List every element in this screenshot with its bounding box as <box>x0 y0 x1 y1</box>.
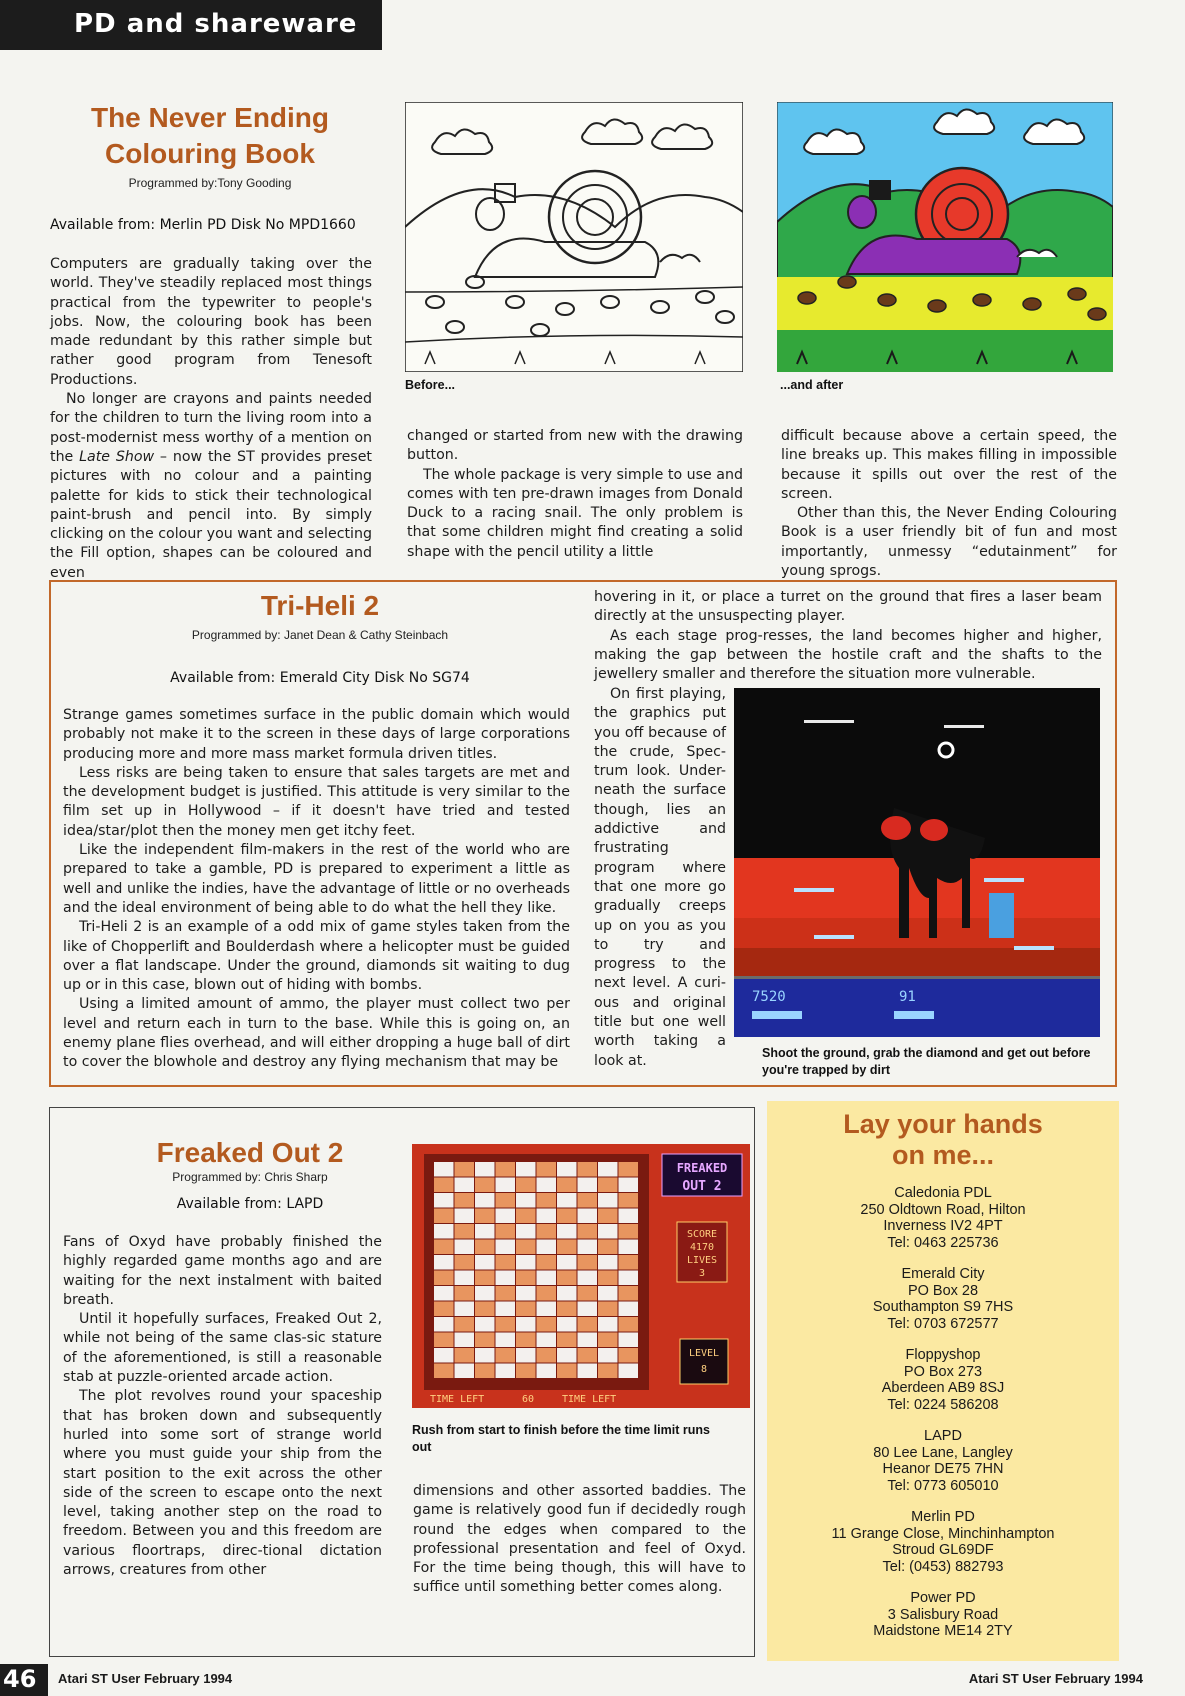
article3-p1: Fans of Oxyd have probably finished the highly regarded game months ago and are waiting for the next instalment with baited breath. <box>63 1234 382 1308</box>
sidebar-entry-tel: Tel: 0773 605010 <box>887 1477 999 1494</box>
board-tile <box>619 1255 639 1270</box>
board-tile <box>434 1286 454 1301</box>
board-tile <box>475 1240 495 1255</box>
board-tile <box>516 1193 536 1208</box>
triheli-caption: Shoot the ground, grab the diamond and get out before you're trapped by dirt <box>762 1046 1091 1077</box>
after-image <box>777 102 1113 372</box>
board-tile <box>475 1255 495 1270</box>
sidebar-title-line2: on me... <box>891 1140 994 1170</box>
board-tile <box>455 1271 475 1286</box>
time-left-label-1: TIME LEFT <box>430 1394 485 1405</box>
board-tile <box>434 1364 454 1379</box>
board-tile <box>598 1271 618 1286</box>
board-tile <box>496 1317 516 1332</box>
sidebar-entry <box>767 1185 1119 1251</box>
board-tile <box>455 1209 475 1224</box>
article1-title-line2: Colouring Book <box>105 138 315 169</box>
board-tile <box>496 1333 516 1348</box>
board-tile <box>537 1333 557 1348</box>
sidebar-entry-line2: Southampton S9 7HS <box>872 1299 1014 1315</box>
board-tile <box>434 1209 454 1224</box>
sidebar-entry-name: LAPD <box>924 1428 962 1444</box>
board-tile <box>578 1302 598 1317</box>
article1-col2 <box>407 427 743 562</box>
sidebar-entry-line1: PO Box 28 <box>907 1282 979 1299</box>
article1-title-line1: The Never Ending <box>90 102 330 133</box>
game-logo-line2: OUT 2 <box>682 1179 722 1194</box>
board-tile <box>455 1302 475 1317</box>
board-tile <box>516 1364 536 1379</box>
board-tile <box>516 1255 536 1270</box>
article2-available: Available from: Emerald City Disk No SG74 <box>170 670 470 686</box>
board-tile <box>455 1364 475 1379</box>
board-tile <box>537 1162 557 1177</box>
board-tile <box>496 1162 516 1177</box>
article3-col1 <box>63 1233 382 1580</box>
sidebar-entry-name: Floppyshop <box>905 1347 981 1363</box>
board-tile <box>578 1178 598 1193</box>
board-tile <box>557 1240 577 1255</box>
board-tile <box>578 1255 598 1270</box>
article2-r-p3: On first playing, the graphics put you off because of the crude, Spec-trum look. Under-neath the surface though, lies an addictive and frustrating program where that one more go gradually creeps up on you as you to try and progress to the next level. A curi-ous and original title but one well worth taking a look at. <box>594 686 726 1069</box>
board-tile <box>516 1240 536 1255</box>
board-tile <box>434 1224 454 1239</box>
board-tile <box>619 1209 639 1224</box>
sidebar-entry-name: Emerald City <box>901 1266 985 1282</box>
board-tile <box>455 1255 475 1270</box>
board-tile <box>578 1193 598 1208</box>
article1-col1-p1: Computers are gradually taking over the world. They've steadily replaced most things practical from the typewriter to people's jobs. Now, the colouring book has been made redundant by this rather simple but rather good program from Tenesoft Productions. <box>50 256 372 388</box>
lives-value: 3 <box>698 1268 706 1279</box>
board-tile <box>455 1178 475 1193</box>
board-tile <box>496 1178 516 1193</box>
board-tile <box>496 1271 516 1286</box>
board-tile <box>598 1364 618 1379</box>
board-tile <box>598 1162 618 1177</box>
board-tile <box>537 1240 557 1255</box>
board-tile <box>516 1317 536 1332</box>
board-tile <box>557 1162 577 1177</box>
board-tile <box>578 1271 598 1286</box>
article3-p3: The plot revolves round your spaceship that has broken down and subsequently hurled into some sort of strange world where you must guide your ship from the start position to the exit across the other side of the screen to escape onto the next level, taking another step on the road to freedom. Between you and this freedom are various floortraps, direc-tional dictation arrows, creatures from other <box>63 1388 382 1579</box>
article1-title <box>60 100 360 172</box>
board-tile <box>619 1193 639 1208</box>
before-image <box>405 102 743 372</box>
board-tile <box>619 1364 639 1379</box>
article2-p1: Strange games sometimes surface in the public domain which would probably not make it to the screen in these days of large corporations producing more and more mass market formula driven titles. <box>63 707 570 762</box>
board-tile <box>434 1255 454 1270</box>
level-value: 8 <box>700 1364 708 1375</box>
board-tile <box>619 1162 639 1177</box>
board-tile <box>455 1224 475 1239</box>
board-tile <box>619 1333 639 1348</box>
board-tile <box>598 1240 618 1255</box>
article2-title: Tri-Heli 2 <box>260 590 380 621</box>
article2-r-p2: As each stage prog-resses, the land becomes higher and higher, making the gap between the hostile craft and the shafts to the jewellery smaller and therefore the situation more vulnerable. <box>594 627 1102 683</box>
sidebar-entry <box>767 1590 1119 1640</box>
article2-byline: Programmed by: Janet Dean & Cathy Steinbach <box>191 628 449 642</box>
level-label: LEVEL <box>688 1348 720 1359</box>
board-tile <box>434 1348 454 1363</box>
board-tile <box>475 1364 495 1379</box>
board-tile <box>598 1224 618 1239</box>
article1-col3-p2: Other than this, the Never Ending Colouring Book is a user friendly bit of fun and most importantly, unmessy “edutainment” for young sprogs. <box>781 505 1117 580</box>
board-tile <box>475 1209 495 1224</box>
board-tile <box>578 1286 598 1301</box>
freakedout-caption: Rush from start to finish before the time limit runs out <box>412 1423 710 1454</box>
board-tile <box>537 1255 557 1270</box>
board-tile <box>475 1317 495 1332</box>
board-tile <box>496 1286 516 1301</box>
board-tile <box>557 1364 577 1379</box>
sidebar-entry-line2: Maidstone ME14 2TY <box>873 1623 1013 1639</box>
board-tile <box>434 1162 454 1177</box>
board-tile <box>598 1348 618 1363</box>
sidebar-entry-tel: Tel: (0453) 882793 <box>882 1558 1004 1575</box>
article3-col2-p1: dimensions and other assorted baddies. The game is relatively good fun if decidedly rough round the edges when compared to the professional presentation and feel of Oxyd. For the time being though, this will have to suffice until something better comes along. <box>413 1483 746 1596</box>
board-tile <box>598 1302 618 1317</box>
board-tile <box>619 1348 639 1363</box>
board-tile <box>475 1193 495 1208</box>
board-tile <box>496 1209 516 1224</box>
sidebar-entry-tel: Tel: 0224 586208 <box>887 1396 999 1413</box>
before-caption: Before... <box>405 378 456 392</box>
board-tile <box>557 1333 577 1348</box>
article1-col3-p1: difficult because above a certain speed, the line breaks up. This makes filling in impossible because it spills out over the rest of the screen. <box>781 428 1117 502</box>
sidebar-entry-name: Caledonia PDL <box>894 1185 992 1201</box>
time-left-value: 60 <box>522 1394 535 1405</box>
board-tile <box>557 1271 577 1286</box>
after-caption: ...and after <box>780 378 844 392</box>
board-tile <box>475 1286 495 1301</box>
article2-p5: Using a limited amount of ammo, the player must collect two per level and return each in turn to the base. While this is going on, an enemy plane flies overhead, and will either dropping a huge ball of dirt to cover the blowhole and destroy any flying mechanism that may be <box>63 996 570 1071</box>
board-tile <box>619 1240 639 1255</box>
board-tile <box>496 1348 516 1363</box>
board-tile <box>619 1317 639 1332</box>
board-tile <box>578 1224 598 1239</box>
board-tile <box>455 1348 475 1363</box>
freakedout-game-screen <box>412 1144 750 1408</box>
board-tile <box>619 1224 639 1239</box>
board-tile <box>434 1317 454 1332</box>
article2-col1 <box>63 706 570 1073</box>
board-tile <box>516 1302 536 1317</box>
board-tile <box>619 1286 639 1301</box>
article2-p3: Like the independent film-makers in the rest of the world who are prepared to take a gamble, PD is prepared to experiment a little as well and unlike the indies, have the advantage of little or no overheads and the ideal environment of being able to do what the hell they like. <box>63 842 570 916</box>
sidebar-entry-line1: 80 Lee Lane, Langley <box>873 1444 1013 1461</box>
board-tile <box>475 1178 495 1193</box>
sidebar-entry-line1: PO Box 273 <box>903 1363 983 1380</box>
article2-p2: Less risks are being taken to ensure that sales targets are met and the development budget is justified. This attitude is very similar to the film set up in Hollywood – if it doesn't have tried and tested idea/star/plot then the money men get itchy feet. <box>63 764 570 839</box>
article1-available: Available from: Merlin PD Disk No MPD1660 <box>50 217 356 233</box>
sidebar-entry-tel: Tel: 0463 225736 <box>887 1234 999 1251</box>
sidebar-title-line1: Lay your hands <box>843 1109 1043 1139</box>
article3-p2: Until it hopefully surfaces, Freaked Out 2, while not being of the same clas-sic stature of the aforementioned, is still a reasonable stab at puzzle-oriented arcade action. <box>63 1311 382 1386</box>
board-tile <box>578 1348 598 1363</box>
board-tile <box>434 1240 454 1255</box>
board-tile <box>516 1209 536 1224</box>
board-tile <box>516 1348 536 1363</box>
triheli-game-screen <box>734 688 1100 1037</box>
page-number-box <box>0 1664 48 1696</box>
time-left-label-2: TIME LEFT <box>562 1394 617 1405</box>
sidebar-entry <box>767 1428 1119 1494</box>
before-snail-drawing <box>405 102 743 372</box>
board-tile <box>557 1193 577 1208</box>
board-tile <box>516 1178 536 1193</box>
footer-left: Atari ST User February 1994 <box>58 1671 233 1686</box>
board-tile <box>475 1224 495 1239</box>
board-tile <box>598 1255 618 1270</box>
board-tile <box>537 1364 557 1379</box>
board-tile <box>475 1348 495 1363</box>
game-logo-line1: FREAKED <box>676 1161 728 1175</box>
score-label: SCORE <box>686 1229 718 1240</box>
board-tile <box>537 1286 557 1301</box>
article2-col2-top <box>594 588 1102 684</box>
board-tile <box>598 1333 618 1348</box>
board-tile <box>598 1286 618 1301</box>
board-tile <box>496 1224 516 1239</box>
board-tile <box>475 1333 495 1348</box>
board-tile <box>496 1302 516 1317</box>
sidebar-entry <box>767 1509 1119 1575</box>
board-tile <box>475 1162 495 1177</box>
sidebar-entries <box>767 1185 1119 1640</box>
sidebar-entry-tel: Tel: 0703 672577 <box>887 1315 999 1332</box>
article3-available: Available from: LAPD <box>176 1196 324 1212</box>
board-tile <box>434 1333 454 1348</box>
board-tile <box>578 1209 598 1224</box>
board-tile <box>475 1271 495 1286</box>
board-tile <box>598 1209 618 1224</box>
board-tile <box>557 1209 577 1224</box>
board-tile <box>578 1162 598 1177</box>
triheli-screenshot <box>734 688 1100 1037</box>
board-tile <box>455 1286 475 1301</box>
article2-r-p1: hovering in it, or place a turret on the ground that fires a laser beam directly at the unsuspecting player. <box>594 589 1102 625</box>
board-tile <box>619 1271 639 1286</box>
board-tile <box>537 1271 557 1286</box>
sidebar-entry <box>767 1347 1119 1413</box>
article1-col1-p2: No longer are crayons and paints needed for the children to turn the living room into a post-modernist mess worthy of a mention on the Late Show – now the ST provides preset pictures with no colour and a painting palette for kids to stick their technological paint-brush and pencil into. By simply clicking on the colour you want and selecting the Fill option, shapes can be coloured and even <box>50 391 372 581</box>
board-tile <box>537 1302 557 1317</box>
article3-title: Freaked Out 2 <box>156 1137 344 1168</box>
sidebar-entry-line2: Aberdeen AB9 8SJ <box>881 1380 1005 1396</box>
triheli-lives: 91 <box>899 989 916 1005</box>
board-tile <box>537 1209 557 1224</box>
board-tile <box>455 1240 475 1255</box>
sidebar-entry-name: Merlin PD <box>911 1509 975 1525</box>
sidebar-entry-line1: 3 Salisbury Road <box>887 1606 999 1623</box>
page-number: 46 <box>3 1665 37 1693</box>
board-tile <box>434 1193 454 1208</box>
board-tile <box>537 1348 557 1363</box>
board-tile <box>537 1317 557 1332</box>
freakedout-screenshot <box>412 1144 750 1408</box>
board-tile <box>455 1162 475 1177</box>
article3-byline: Programmed by: Chris Sharp <box>172 1170 328 1184</box>
board-tile <box>578 1240 598 1255</box>
sidebar-entry-line2: Stroud GL69DF <box>892 1542 994 1558</box>
article1-col2-p2: The whole package is very simple to use and comes with ten pre-drawn images from Donald Duck to a racing snail. The only problem is that some children might find creating a solid shape with the pencil utility a little <box>407 466 743 560</box>
sidebar-entry-line1: 250 Oldtown Road, Hilton <box>860 1201 1026 1218</box>
article1-col3 <box>781 427 1117 581</box>
section-title: PD and shareware <box>74 9 358 39</box>
article2-col2-narrow <box>594 685 726 1071</box>
section-header <box>0 0 382 50</box>
sources-sidebar <box>767 1101 1119 1661</box>
article1-col1 <box>50 255 372 583</box>
article1-col2-p1: changed or started from new with the drawing button. <box>407 428 743 464</box>
board-tile <box>434 1271 454 1286</box>
board-tile <box>455 1333 475 1348</box>
board-tile <box>496 1193 516 1208</box>
article3-col2 <box>413 1482 746 1598</box>
board-tile <box>516 1333 536 1348</box>
board-tile <box>475 1302 495 1317</box>
sidebar-entry-name: Power PD <box>910 1590 976 1606</box>
sidebar-title <box>767 1109 1119 1171</box>
triheli-score: 7520 <box>752 989 786 1005</box>
sidebar-entry-line2: Heanor DE75 7HN <box>882 1461 1004 1477</box>
sidebar-entry-line2: Inverness IV2 4PT <box>883 1218 1003 1234</box>
board-tile <box>455 1317 475 1332</box>
board-tile <box>557 1348 577 1363</box>
board-tile <box>537 1193 557 1208</box>
board-tile <box>434 1178 454 1193</box>
board-tile <box>619 1302 639 1317</box>
board-tile <box>516 1224 536 1239</box>
after-snail-drawing <box>777 102 1113 372</box>
score-value: 4170 <box>689 1242 715 1253</box>
board-tile <box>557 1178 577 1193</box>
board-tile <box>598 1178 618 1193</box>
board-tile <box>496 1255 516 1270</box>
board-tile <box>516 1286 536 1301</box>
board-tile <box>598 1193 618 1208</box>
board-tile <box>557 1255 577 1270</box>
board-tile <box>557 1224 577 1239</box>
sidebar-entry-line1: 11 Grange Close, Minchinhampton <box>831 1525 1055 1542</box>
board-tile <box>516 1271 536 1286</box>
board-tile <box>496 1364 516 1379</box>
board-tile <box>598 1317 618 1332</box>
board-tile <box>578 1317 598 1332</box>
lives-label: LIVES <box>686 1255 718 1266</box>
board-tile <box>578 1333 598 1348</box>
board-tile <box>434 1302 454 1317</box>
article1-byline: Programmed by:Tony Gooding <box>128 176 292 190</box>
board-tile <box>496 1240 516 1255</box>
sidebar-entry <box>767 1266 1119 1332</box>
board-tile <box>516 1162 536 1177</box>
footer-right: Atari ST User February 1994 <box>968 1671 1143 1686</box>
board-tile <box>537 1178 557 1193</box>
board-tile <box>537 1224 557 1239</box>
article2-p4: Tri-Heli 2 is an example of a odd mix of game styles taken from the like of Chopperlift and Boulderdash where a helicopter must be guided over a flat landscape. Under the ground, diamonds sit waiting to dug up or in this case, blown out of hiding with bombs. <box>63 919 570 994</box>
board-tile <box>557 1302 577 1317</box>
board-tile <box>619 1178 639 1193</box>
board-tile <box>578 1364 598 1379</box>
board-tile <box>557 1317 577 1332</box>
board-tile <box>557 1286 577 1301</box>
board-tile <box>455 1193 475 1208</box>
